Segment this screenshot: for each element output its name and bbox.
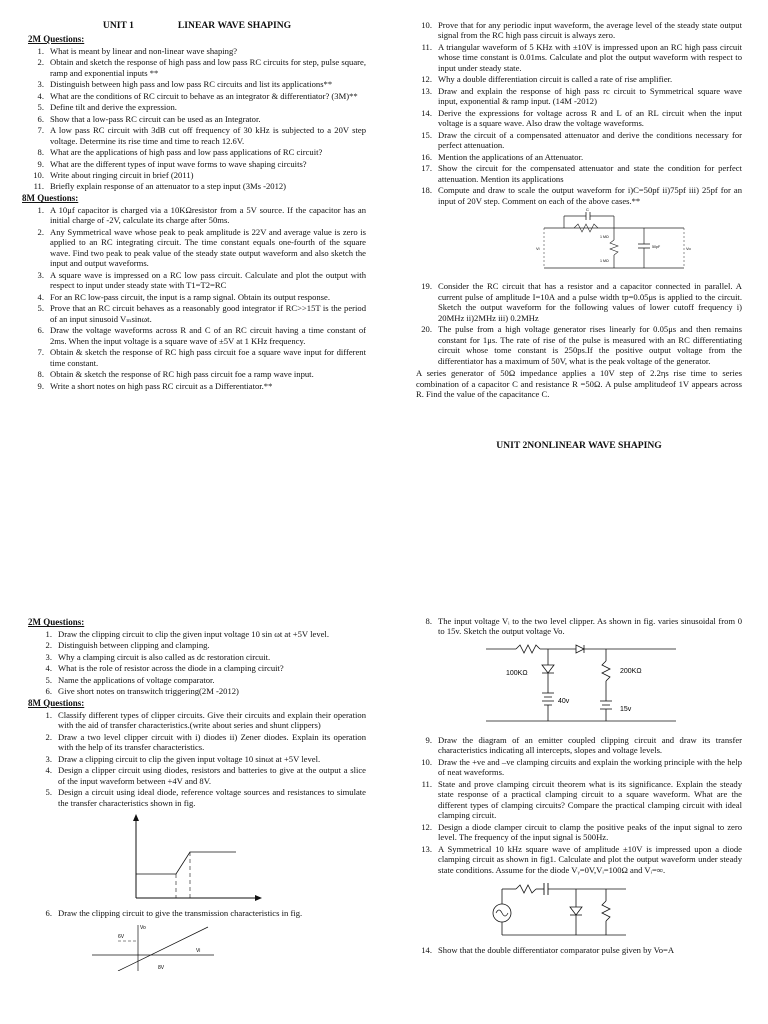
item-number: 11. <box>421 41 432 52</box>
list-item <box>28 205 366 226</box>
item-text: For an RC low-pass circuit, the input is a ramp signal. Obtain its output response. <box>50 291 330 302</box>
item-text: A square wave is impressed on a RC low pass circuit. Calculate and plot the output with respect to input under steady state with T1=T2=RC <box>50 269 366 291</box>
list-item <box>36 787 366 808</box>
item-text: Show that a low-pass RC circuit can be used as an Integrator. <box>50 113 261 124</box>
item-text: Give short notes on transwitch triggering(2M -2012) <box>58 686 239 697</box>
item-text: Why a double differentiation circuit is called a rate of rise amplifier. <box>438 74 673 85</box>
item-number: 2. <box>37 226 44 237</box>
item-number: 12. <box>421 74 432 85</box>
item-number: 2. <box>45 640 52 651</box>
fig18-vo-label: Vo <box>686 246 691 252</box>
item-text: A triangular waveform of 5 KHz with ±10V is impressed upon an RC high pass circuit whose time constant is 0.01ms. Calculate and plot the output waveform with respect to input under steady state. <box>438 41 742 73</box>
unit1-8m-heading: 8M Questions: <box>22 192 79 203</box>
unit1-2m-list <box>28 46 366 192</box>
list-item <box>36 908 366 918</box>
fig6-6v-label: 6V <box>118 933 125 940</box>
unit2-8m-heading: 8M Questions: <box>28 697 85 708</box>
item-text: Define tilt and derive the expression. <box>50 102 177 113</box>
item-text: Prove that an RC circuit behaves as a reasonably good integrator if RC>>15T is the period of an input sinusoid Vₘsinωt. <box>50 303 366 324</box>
item-number: 1. <box>37 45 44 56</box>
item-text: Write about ringing circuit in brief (2011) <box>50 170 194 180</box>
item-text: Obtain & sketch the response of RC high pass circuit foe a ramp wave input. <box>50 369 314 380</box>
unit2-right-column <box>416 616 742 957</box>
list-item <box>36 675 366 685</box>
item-number: 4. <box>37 291 44 302</box>
item-text: Why a clamping circuit is also called as dc restoration circuit. <box>58 651 271 662</box>
item-number: 20. <box>421 324 432 335</box>
item-text: What are the applications of high pass and low pass applications of RC circuit? <box>50 147 323 158</box>
list-item <box>36 640 366 650</box>
list-item <box>28 114 366 124</box>
item-number: 10. <box>421 20 432 30</box>
item-number: 3. <box>37 79 44 90</box>
unit2-right-list-3 <box>416 945 742 955</box>
item-text: Write a short notes on high pass RC circuit as a Differentiator.** <box>50 380 273 391</box>
list-item <box>416 945 742 955</box>
item-number: 17. <box>421 163 432 174</box>
item-number: 11. <box>33 181 44 192</box>
item-number: 7. <box>37 347 44 358</box>
fig18-r2-label: 1 MΩ <box>600 259 609 264</box>
list-item <box>28 181 366 191</box>
item-number: 13. <box>421 85 432 96</box>
item-text: Any Symmetrical wave whose peak to peak amplitude is 22V and average value is zero is applied to an RC integrating circuit. The time constant equals one-fourth of the square wave. Find two peak to peak value of the steady state output waveform and also sketch the input and output waveforms. <box>50 226 366 269</box>
transmission-characteristic-figure <box>88 921 218 971</box>
list-item <box>28 79 366 89</box>
unit1-label: UNIT 1 <box>102 20 134 31</box>
list-item <box>36 710 366 731</box>
list-item <box>28 227 366 269</box>
fig8-v2-label: 15v <box>620 705 632 713</box>
list-item <box>416 779 742 821</box>
item-number: 12. <box>421 821 432 832</box>
item-number: 5. <box>45 674 52 685</box>
item-number: 6. <box>37 325 44 336</box>
item-number: 19. <box>421 281 432 292</box>
fig18-vi-label: Vi <box>536 246 540 252</box>
unit2-right-list-2 <box>416 735 742 875</box>
item-number: 5. <box>37 102 44 113</box>
item-number: 1. <box>37 204 44 215</box>
item-number: 1. <box>45 709 52 720</box>
fig8-r2-label: 200KΩ <box>620 667 642 675</box>
list-item <box>36 732 366 753</box>
two-level-clipper-figure <box>476 641 686 729</box>
unit2-right-list-1 <box>416 616 742 637</box>
item-number: 10. <box>33 170 44 180</box>
list-item <box>28 325 366 346</box>
list-item <box>36 754 366 764</box>
item-text: Distinguish between clipping and clamping. <box>58 640 210 651</box>
item-text: The pulse from a high voltage generator rises linearly for 0.05μs and then remains constant for 1μs. The rate of rise of the pulse is measured with an RC differentiating circuit whose tome constant is 250ps.If the positive output voltage from the differentiator has a maximum of 50V, what is the peak voltage of the generator. <box>438 324 742 366</box>
item-number: 18. <box>421 185 432 196</box>
unit1-continued-list-2 <box>416 281 742 366</box>
item-text: Draw a two level clipper circuit with i) diodes ii) Zener diodes. Explain its operation with the help of its transfer characteristics. <box>58 731 366 753</box>
list-item <box>28 369 366 379</box>
item-number: 8. <box>37 369 44 380</box>
unit2-2m-list <box>28 629 366 697</box>
item-text: The input voltage Vᵢ to the two level clipper. As shown in fig. varies sinusoidal from 0 to 15v. Sketch the output voltage Vo. <box>438 616 742 637</box>
item-number: 9. <box>37 158 44 169</box>
item-text: Show that the double differentiator comparator pulse given by Vo=A <box>438 945 675 956</box>
list-item <box>416 74 742 84</box>
unit2-2m-heading: 2M Questions: <box>28 617 85 627</box>
item-text: Mention the applications of an Attenuator. <box>438 151 584 162</box>
list-item <box>28 57 366 78</box>
unit1-right-column <box>416 20 742 451</box>
item-text: What is the role of resistor across the diode in a clamping circuit? <box>58 663 284 674</box>
item-text: Prove that for any periodic input waveform, the average level of the steady state output signal from the RC high pass circuit is always zero. <box>438 20 742 41</box>
list-item <box>28 91 366 101</box>
item-text: Draw a clipping circuit to clip the given input voltage 10 sinωt at +5V level. <box>58 753 321 764</box>
item-number: 6. <box>45 686 52 697</box>
item-text: Obtain & sketch the response of RC high pass circuit foe a square wave input for different time constant. <box>50 347 366 368</box>
item-text: What are the conditions of RC circuit to behave as an integrator & differentiator? (3M)** <box>50 90 358 101</box>
item-text: A 10μf capacitor is charged via a 10KΩresistor from a 5V source. If the capacitor has an initial charge of -2V, calculate its charge after 50ms. <box>50 204 366 226</box>
fig8-v1-label: 40v <box>558 697 570 705</box>
item-text: A Symmetrical 10 kHz square wave of amplitude ±10V is impressed upon a diode clamping circuit as shown in fig1. Calculate and plot the output waveform under steady state conditions. Assume for the diode Vᵧ=0V,Vᵢ=100Ω and Vᵢ=∞. <box>438 843 742 875</box>
item-text: Obtain and sketch the response of high pass and low pass RC circuits for step, pulse square, ramp and exponential inputs ** <box>50 57 366 78</box>
item-text: Name the applications of voltage comparator. <box>58 674 215 685</box>
item-number: 3. <box>45 651 52 662</box>
list-item <box>28 125 366 146</box>
item-number: 8. <box>425 616 432 626</box>
list-item <box>416 152 742 162</box>
list-item <box>36 686 366 696</box>
diode-clamper-figure <box>486 879 646 939</box>
item-text: Design a diode clamper circuit to clamp the positive peaks of the input signal to zero level. The frequency of the input signal is 500Hz. <box>438 821 742 843</box>
item-text: Consider the RC circuit that has a resistor and a capacitor connected in parallel. A current pulse of amplitude I=10A and a pulse width tp=0.05μs is applied to the circuit. Sketch the output waveform for the following values of lower cutoff frequency i) 20MHz ii)2MHz iii) 0.2MHz <box>438 281 742 323</box>
unit1-title: LINEAR WAVE SHAPING <box>177 20 292 31</box>
item-number: 10. <box>421 756 432 767</box>
item-number: 6. <box>37 113 44 124</box>
unit1-continued-list <box>416 20 742 206</box>
list-item <box>28 46 366 56</box>
list-item <box>416 757 742 778</box>
item-number: 4. <box>37 90 44 101</box>
list-item <box>28 170 366 180</box>
item-number: 3. <box>37 269 44 280</box>
item-text: Draw the diagram of an emitter coupled clipping circuit and draw its transfer characteristics indicating all intercepts, slopes and voltage levels. <box>438 734 742 756</box>
item-number: 16. <box>421 151 432 162</box>
fig6-8v-label: 8V <box>158 964 165 971</box>
list-item <box>416 185 742 206</box>
list-item <box>416 735 742 756</box>
transfer-characteristic-figure <box>116 812 266 902</box>
item-number: 4. <box>45 765 52 776</box>
item-text: Design a clipper circuit using diodes, resistors and batteries to give at the output a slice of the input waveform between +4V and 8V. <box>58 765 366 786</box>
item-number: 8. <box>37 147 44 158</box>
fig18-r1-label: 1 MΩ <box>600 235 609 240</box>
item-text: Derive the expressions for voltage across R and L of an RL circuit when the input voltage is a square wave. Also draw the voltage waveforms. <box>438 107 742 129</box>
item-number: 9. <box>37 380 44 391</box>
item-number: 13. <box>421 843 432 854</box>
list-item <box>28 347 366 368</box>
list-item <box>28 159 366 169</box>
list-item <box>28 381 366 391</box>
item-text: Draw and explain the response of high pass rc circuit to Symmetrical square wave input, exponential & ramp input. (14M -2012) <box>438 85 742 107</box>
item-text: State and prove clamping circuit theorem what is its significance. Explain the steady state response of a practical clamping circuit to a square waveform. What are the different types of clamping circuits? Compare the practical clamping circuit with ideal clamping circuit. <box>438 778 742 821</box>
list-item <box>416 822 742 843</box>
item-number: 7. <box>37 125 44 136</box>
list-item <box>416 42 742 73</box>
item-text: Draw the voltage waveforms across R and C of an RC circuit having a time constant of 2ms. When the input voltage is a square wave of ±5V at 1 KHz frequency. <box>50 325 366 346</box>
list-item <box>416 130 742 151</box>
item-number: 14. <box>421 945 432 956</box>
item-text: What is meant by linear and non-linear wave shaping? <box>50 45 238 56</box>
item-number: 14. <box>421 107 432 118</box>
fig18-cap-label: 50pF <box>652 245 661 250</box>
fig6-vo-label: Vo <box>140 924 146 931</box>
unit2-title: UNIT 2NONLINEAR WAVE SHAPING <box>496 439 662 451</box>
item-number: 1. <box>45 628 52 639</box>
item-text: Classify different types of clipper circuits. Give their circuits and explain their operation with the aid of transfer characteristics.(write about series and shunt clippers) <box>58 709 366 731</box>
unit2-left-column <box>28 616 366 971</box>
fig6-vi-label: Vi <box>196 947 201 954</box>
item-number: 5. <box>45 787 52 798</box>
list-item <box>36 652 366 662</box>
item-number: 2. <box>37 57 44 68</box>
fig8-r1-label: 100KΩ <box>506 669 528 677</box>
list-item <box>36 765 366 786</box>
item-text: Briefly explain response of an attenuator to a step input (3Ms -2012) <box>50 181 287 192</box>
item-text: Draw the clipping circuit to give the transmission characteristics in fig. <box>58 908 303 919</box>
item-number: 11. <box>421 778 432 789</box>
item-text: Draw the circuit of a compensated attenuator and derive the conditions necessary for perfect attenuation. <box>438 129 742 151</box>
item-text: Draw the clipping circuit to clip the given input voltage 10 sin ωt at +5V level. <box>58 628 329 639</box>
list-item <box>28 102 366 112</box>
item-text: Distinguish between high pass and low pass RC circuits and list its applications** <box>50 79 333 90</box>
item-number: 9. <box>425 734 432 745</box>
unit1-heading <box>28 20 366 32</box>
unit1-8m-list <box>28 205 366 391</box>
unit1-2m-heading: 2M Questions: <box>28 33 85 44</box>
item-text: Draw the +ve and –ve clamping circuits and explain the working principle with the help of neat waveforms. <box>438 756 742 778</box>
item-number: 15. <box>421 129 432 140</box>
unit2-8m-list <box>28 710 366 808</box>
attenuator-circuit-figure <box>534 208 694 278</box>
item-text: Compute and draw to scale the output waveform for i)C=50pf ii)75pf iii) 25pf for an input of 20V step. Comment on each of the above cases.** <box>438 185 742 206</box>
unit1-extra-question: A series generator of 50Ω impedance applies a 10V step of 2.2ηs rise time to series combination of a capacitor C and resistance R =50Ω. A pulse amplitudeof 1V appears across R. Find the value of the capacitance C. <box>416 368 742 400</box>
item-text: A low pass RC circuit with 3dB cut off frequency of 30 kHz is subjected to a 20V step voltage. Determine its rise time and time to reach 12.6V. <box>50 125 366 146</box>
list-item <box>28 270 366 291</box>
unit2-q6-list <box>28 908 366 918</box>
list-item <box>36 629 366 639</box>
item-number: 6. <box>45 908 52 919</box>
list-item <box>416 20 742 41</box>
list-item <box>416 163 742 184</box>
unit1-left-column <box>22 20 366 392</box>
list-item <box>416 86 742 107</box>
item-number: 4. <box>45 663 52 674</box>
list-item <box>28 292 366 302</box>
list-item <box>416 281 742 323</box>
list-item <box>416 616 742 637</box>
item-text: Show the circuit for the compensated attenuator and state the condition for perfect attenuation. Mention its applications <box>438 163 742 184</box>
list-item <box>36 663 366 673</box>
list-item <box>416 324 742 366</box>
item-number: 3. <box>45 753 52 764</box>
item-text: What are the different types of input wave forms to wave shaping circuits? <box>50 158 307 169</box>
list-item <box>28 147 366 157</box>
list-item <box>28 303 366 324</box>
list-item <box>416 108 742 129</box>
item-number: 5. <box>37 303 44 314</box>
item-text: Design a circuit using ideal diode, reference voltage sources and resistances to simulate the transfer characteristics shown in fig. <box>58 787 366 808</box>
fig18-c-label: C <box>586 208 589 213</box>
item-number: 2. <box>45 731 52 742</box>
list-item <box>416 844 742 875</box>
